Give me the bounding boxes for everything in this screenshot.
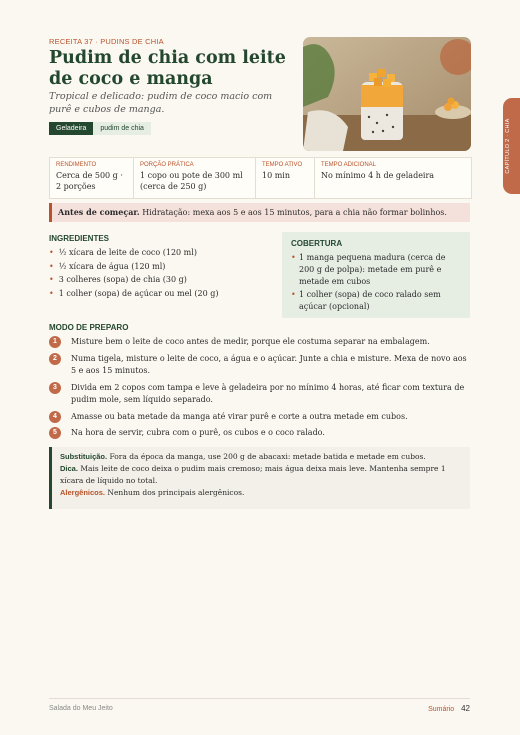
- step-text: Amasse ou bata metade da manga até virar purê e corte a outra metade em cubos.: [71, 411, 408, 421]
- info-value: No mínimo 4 h de geladeira: [321, 171, 435, 180]
- footer-nav: [428, 704, 470, 713]
- substitution-text: Fora da época da manga, use 200 g de abacaxi: metade batida e metade em cubos.: [107, 452, 426, 461]
- method-steps: [49, 336, 474, 444]
- allergen-info: [60, 487, 462, 499]
- info-value: 1 copo ou pote de 300 ml (cerca de 250 g): [140, 171, 243, 191]
- note-lead: Antes de começar.: [58, 207, 140, 217]
- info-label: PORÇÃO PRÁTICA: [140, 162, 194, 168]
- topping-list: [291, 252, 461, 313]
- chapter-tab-label: CAPÍTULO 2 · CHIA: [505, 118, 511, 174]
- list-item: • 1 colher (sopa) de açúcar ou mel (20 g): [49, 287, 219, 301]
- info-active-time: [256, 158, 315, 198]
- method-heading: MODO DE PREPARO: [49, 323, 129, 332]
- step-number: 1: [49, 336, 61, 348]
- tip-label: Dica.: [60, 464, 78, 473]
- info-extra-time: [315, 158, 471, 198]
- recipe-photo: [303, 37, 471, 151]
- info-yield: [50, 158, 134, 198]
- step-text: Misture bem o leite de coco antes de medir, porque ele costuma separar na embalagem.: [71, 337, 430, 346]
- list-item: • 3 colheres (sopa) de chia (30 g): [49, 273, 219, 287]
- list-item: • ½ xícara de leite de coco (120 ml): [49, 246, 219, 260]
- topping-heading: COBERTURA: [291, 239, 343, 248]
- tag-storage: Geladeira: [49, 122, 93, 135]
- note-text: Hidratação: mexa aos 5 e aos 15 minutos, para a chia não formar bolinhos.: [139, 208, 447, 217]
- recipe-subtitle: Tropical e delicado: pudim de coco macio com purê e cubos de manga.: [49, 91, 273, 115]
- chapter-tab[interactable]: [503, 98, 520, 194]
- step-number: 3: [49, 382, 61, 394]
- step-text: Na hora de servir, cubra com o purê, os cubos e o coco ralado.: [71, 428, 325, 437]
- before-start-note: [49, 203, 470, 222]
- page-number: 42: [461, 704, 470, 713]
- topping-box: [282, 232, 470, 318]
- recipe-info-table: [49, 157, 472, 199]
- allergen-text: Nenhum dos principais alergênicos.: [105, 488, 245, 497]
- info-value: 10 min: [262, 171, 291, 180]
- step-item: [49, 411, 474, 424]
- step-number: 4: [49, 411, 61, 423]
- step-item: [49, 427, 474, 440]
- cooking-tip: [60, 463, 462, 487]
- step-item: [49, 382, 474, 407]
- info-label: RENDIMENTO: [56, 162, 97, 168]
- info-label: TEMPO ADICIONAL: [321, 162, 377, 168]
- info-label: TEMPO ATIVO: [262, 162, 303, 168]
- step-item: [49, 353, 474, 378]
- ingredients-heading: INGREDIENTES: [49, 234, 110, 243]
- allergen-label: Alergênicos.: [60, 488, 106, 497]
- substitution-label: Substituição.: [60, 452, 108, 461]
- step-text: Numa tigela, misture o leite de coco, a água e o açúcar. Junte a chia e misture. Mexa de novo aos 5 e aos 15 minutos.: [71, 353, 467, 375]
- footer-divider: [49, 698, 470, 699]
- info-value: Cerca de 500 g · 2 porções: [56, 171, 123, 191]
- recipe-kicker: RECEITA 37 · PUDINS DE CHIA: [49, 37, 164, 46]
- list-item: • ½ xícara de água (120 ml): [49, 260, 219, 274]
- recipe-title: Pudim de chia com leite de coco e manga: [49, 48, 286, 89]
- step-number: 5: [49, 427, 61, 439]
- tips-box: [49, 447, 470, 509]
- summary-link[interactable]: Sumário: [428, 706, 455, 713]
- list-item: • 1 manga pequena madura (cerca de 200 g de polpa): metade em purê e metade em cubos: [291, 252, 461, 288]
- step-number: 2: [49, 353, 61, 365]
- substitution-tip: [60, 451, 462, 463]
- tip-text: Mais leite de coco deixa o pudim mais cremoso; mais água deixa mais leve. Mantenha sempre 1 xícara de líquido no total.: [60, 464, 446, 485]
- list-item: • 1 colher (sopa) de coco ralado sem açúcar (opcional): [291, 289, 461, 313]
- tag-category: pudim de chia: [93, 122, 151, 135]
- tag-list: [49, 122, 151, 135]
- step-item: [49, 336, 474, 349]
- step-text: Divida em 2 copos com tampa e leve à geladeira por no mínimo 4 horas, até ficar com textura de pudim mole, sem líquido separado.: [71, 382, 465, 404]
- ingredients-list: [49, 246, 219, 300]
- footer-book-title: Salada do Meu Jeito: [49, 705, 113, 712]
- info-portion: [134, 158, 256, 198]
